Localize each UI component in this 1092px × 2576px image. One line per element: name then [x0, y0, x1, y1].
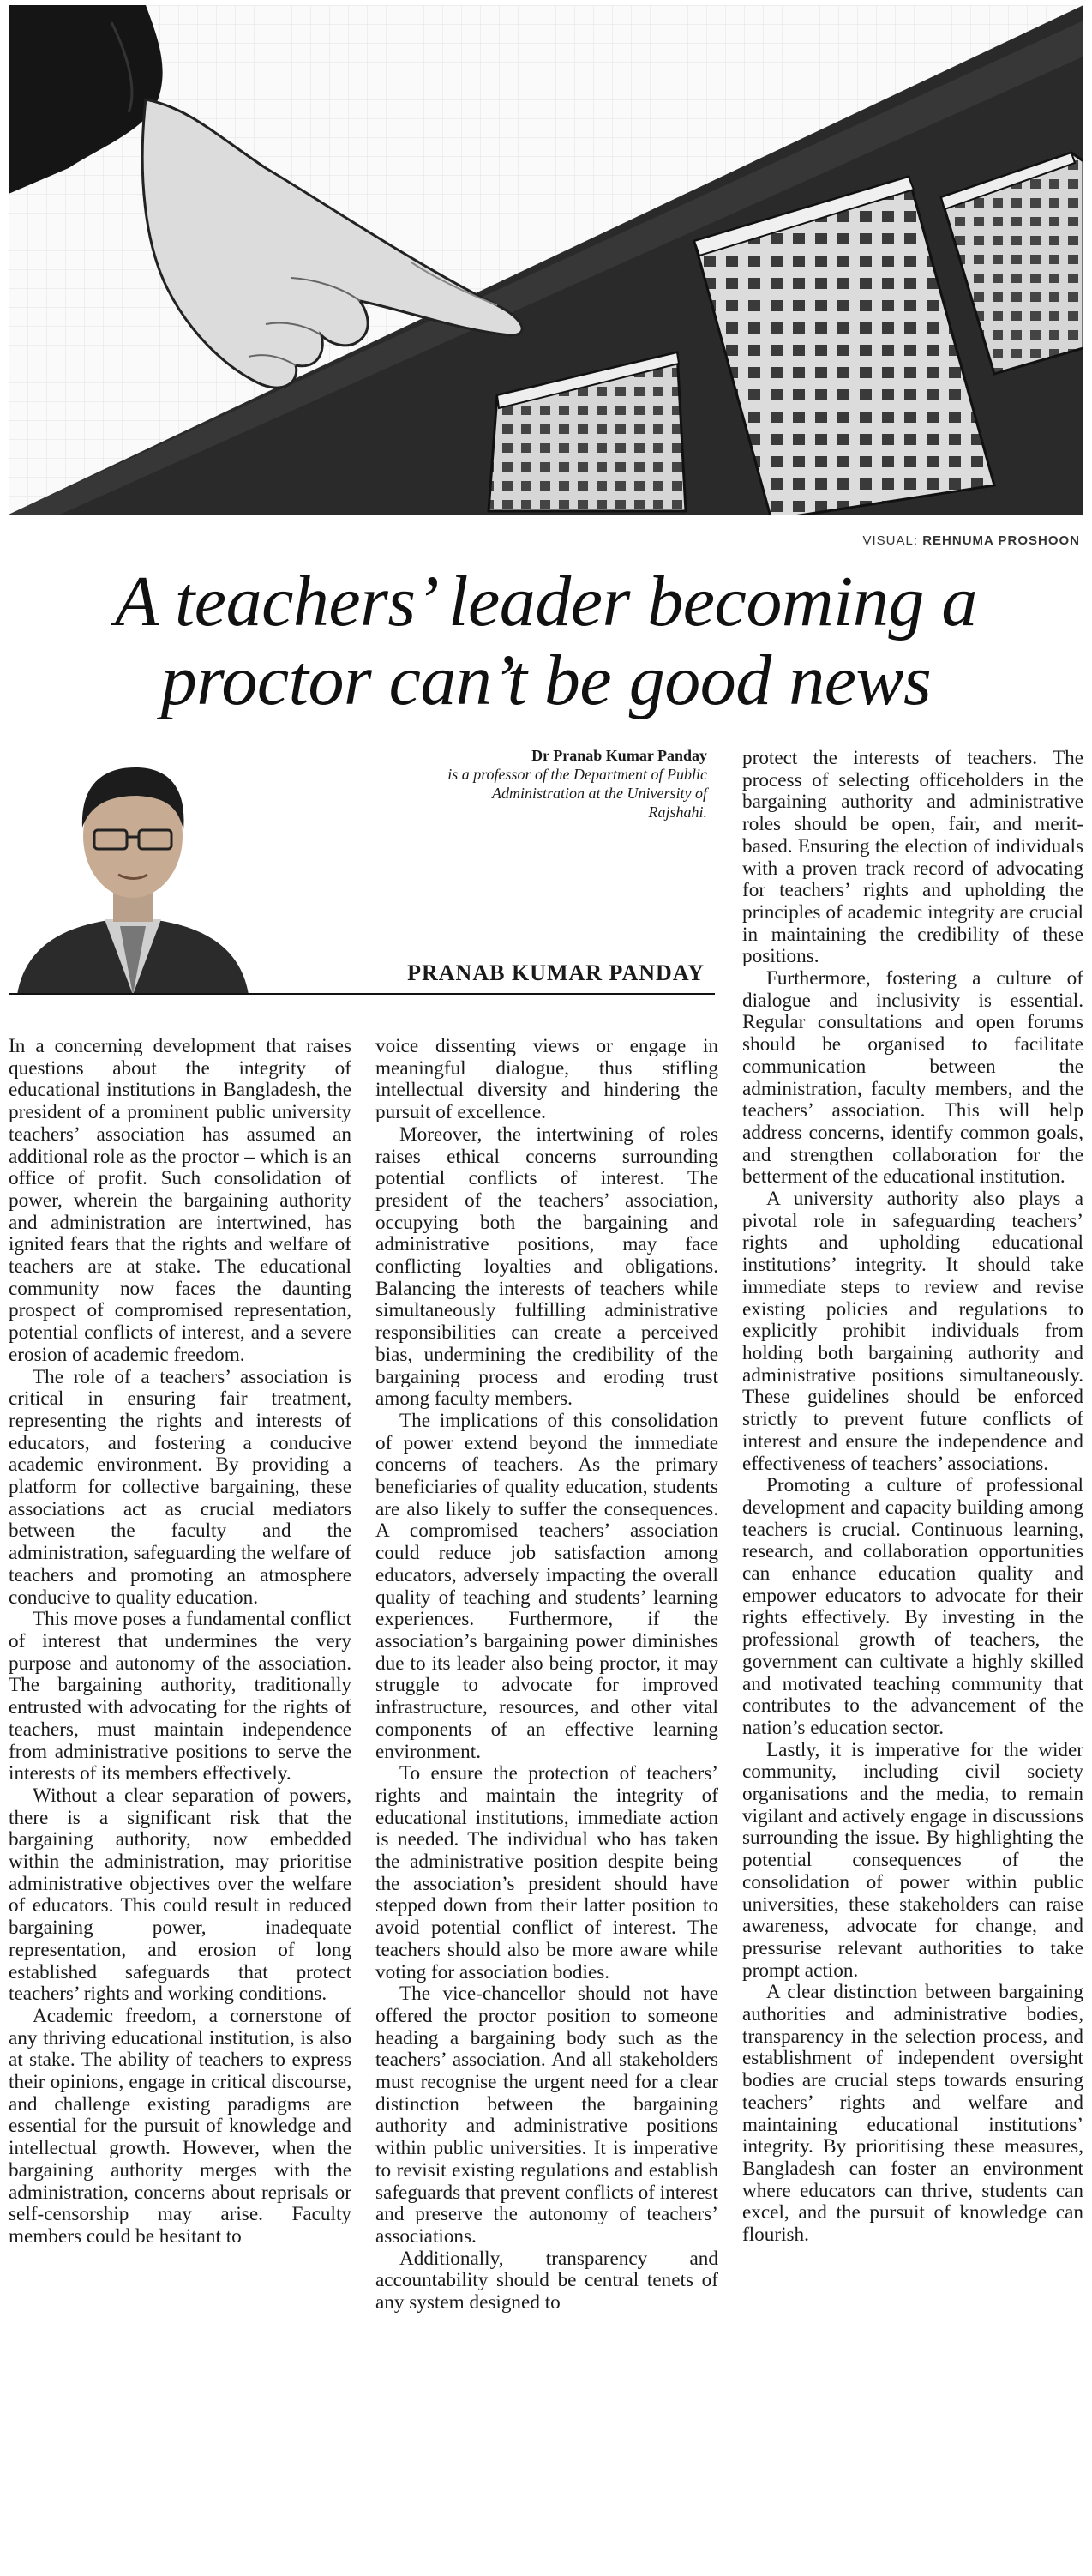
author-name: Dr Pranab Kumar Panday	[531, 747, 707, 764]
paragraph: This move poses a fundamental conflict of interest that undermines the very purpose and autonomy of the association. The bargaining authority, traditionally entrusted with advocating for the rights of teachers, must maintain independence from administrative positions to serve the interests of its members effectively.	[9, 1608, 351, 1785]
paragraph: Additionally, transparency and accountability should be central tenets of any system designed to	[375, 2247, 718, 2314]
visual-credit	[863, 533, 1081, 548]
paragraph: To ensure the protection of teachers’ rights and maintain the integrity of educational institutions, immediate action is needed. The individual who has taken the administrative position despite being the association’s president should have stepped down from their latter position to avoid potential conflict of interest. The teachers should also be more aware while voting for association bodies.	[375, 1762, 718, 1983]
paragraph: Lastly, it is imperative for the wider community, including civil society organisations and the media, to remain vigilant and actively engage in discussions surrounding the issue. By highlighting the potential consequences of the consolidation of power within public universities, these stakeholders can raise awareness, advocate for change, and pressurise relevant authorities to take prompt action.	[742, 1738, 1083, 1982]
paragraph: A clear distinction between bargaining authorities and administrative bodies, transparency in the selection process, and establishment of independent oversight bodies are crucial steps towards ensuring teachers’ rights and welfare and maintaining educational institutions’ integrity. By prioritising these measures, Bangladesh can foster an environment where educators can thrive, students can excel, and the pursuit of knowledge can flourish.	[742, 1981, 1083, 2247]
paragraph: The implications of this consolidation of power extend beyond the immediate concerns of teachers. As the primary beneficiaries of quality education, students are also likely to suffer the consequences. A compromised teachers’ association could reduce job satisfaction among educators, adversely impacting the overall quality of teaching and students’ learning experiences. Furthermore, if the association’s bargaining power diminishes due to its leader also being proctor, it may struggle to advocate for improved infrastructure, resources, and other vital components of an effective learning environment.	[375, 1409, 718, 1763]
author-portrait	[9, 737, 257, 995]
article-column-3	[742, 748, 1083, 2247]
visual-credit-label: VISUAL:	[862, 533, 919, 548]
paragraph: A university authority also plays a pivotal role in safeguarding teachers’ rights and upholding educational institutions’ integrity. It should take immediate steps to review and revise existing policies and regulations to explicitly prohibit individuals from holding both bargaining authority and administrative positions simultaneously. These guidelines should be enforced strictly to prevent future conflicts of interest and ensure the independence and effectiveness of teachers’ associations.	[742, 1188, 1083, 1475]
paragraph: voice dissenting views or engage in meaningful dialogue, thus stifling intellectual diversity and hindering the pursuit of excellence.	[375, 1035, 718, 1124]
author-info	[446, 746, 707, 822]
paragraph: In a concerning development that raises questions about the integrity of educational institutions in Bangladesh, the president of a prominent public university teachers’ association has assumed an additional role as the proctor – which is an office of profit. Such consolidation of power, wherein the bargaining authority and administration are intertwined, has ignited fears that the rights and welfare of teachers are at stake. The educational community now faces the daunting prospect of compromised representation, potential conflicts of interest, and a severe erosion of academic freedom.	[9, 1035, 351, 1366]
byline-divider	[9, 993, 715, 995]
byline: PRANAB KUMAR PANDAY	[407, 960, 705, 985]
paragraph: Without a clear separation of powers, there is a significant risk that the bargaining authority, now embedded within the administration, may prioritise administrative objectives over the welfare of educators. This could result in reduced bargaining power, inadequate representation, and erosion of long established safeguards that protect teachers’ rights and working conditions.	[9, 1784, 351, 2006]
pointing-hand-buildings-graphic	[9, 5, 1083, 515]
paragraph: The vice-chancellor should not have offered the proctor position to someone heading a bargaining body such as the teachers’ association. And all stakeholders must recognise the urgent need for a clear distinction between the bargaining authority and administrative positions within public universities. It is imperative to revisit existing regulations and establish safeguards that prevent conflicts of interest and preserve the autonomy of teachers’ associations.	[375, 1983, 718, 2248]
paragraph: Academic freedom, a cornerstone of any thriving educational institution, is also at stake. The ability of teachers to express their opinions, engage in critical discourse, and challenge existing paradigms are essential for the pursuit of knowledge and intellectual growth. However, when the bargaining authority merges with the administration, concerns about reprisals or self-censorship may arise. Faculty members could be hesitant to	[9, 2004, 351, 2248]
paragraph: Furthermore, fostering a culture of dialogue and inclusivity is essential. Regular consultations and open forums should be organised to facilitate communication between the administration, faculty members, and the teachers’ association. This will help address concerns, identify common goals, and strengthen collaboration for the betterment of the educational institution.	[742, 967, 1083, 1189]
hero-illustration	[9, 5, 1083, 515]
paragraph: Moreover, the intertwining of roles raises ethical concerns surrounding potential conflicts of interest. The president of the teachers’ association, occupying both the bargaining and administrative positions, may face conflicting loyalties and obligations. Balancing the interests of teachers while simultaneously fulfilling administrative responsibilities can create a perceived bias, undermining the credibility of the bargaining process and eroding trust among faculty members.	[375, 1122, 718, 1411]
visual-credit-name: REHNUMA PROSHOON	[922, 533, 1080, 548]
paragraph: The role of a teachers’ association is critical in ensuring fair treatment, representing the rights and interests of educators, and fostering a conducive academic environment. By providing a platform for collective bargaining, these associations act as crucial mediators between the faculty and the administration, safeguarding the welfare of teachers and promoting an atmosphere conducive to quality education.	[9, 1365, 351, 1609]
author-portrait-graphic	[9, 737, 257, 995]
headline-line-2: proctor can’t be good news	[160, 641, 932, 720]
headline	[0, 563, 1092, 720]
paragraph: Promoting a culture of professional development and capacity building among teachers is crucial. Continuous learning, research, and collaboration opportunities can enhance education quality and empower educators to advocate for their rights effectively. By investing in the professional growth of teachers, the government can cultivate a highly skilled and motivated teaching community that contributes to the advancement of the nation’s education sector.	[742, 1474, 1083, 1739]
article-column-2	[375, 1036, 718, 2314]
article-column-1	[9, 1036, 351, 2248]
headline-line-1: A teachers’ leader becoming a	[115, 562, 977, 641]
paragraph: protect the interests of teachers. The process of selecting officeholders in the bargaining authority and administrative roles should be open, fair, and merit-based. Ensuring the election of individuals with a proven track record of advocating for teachers’ rights and upholding the principles of academic integrity are crucial in maintaining the credibility of these positions.	[742, 747, 1083, 968]
author-bio: is a professor of the Department of Public Administration at the University of Rajshahi.	[447, 766, 707, 821]
